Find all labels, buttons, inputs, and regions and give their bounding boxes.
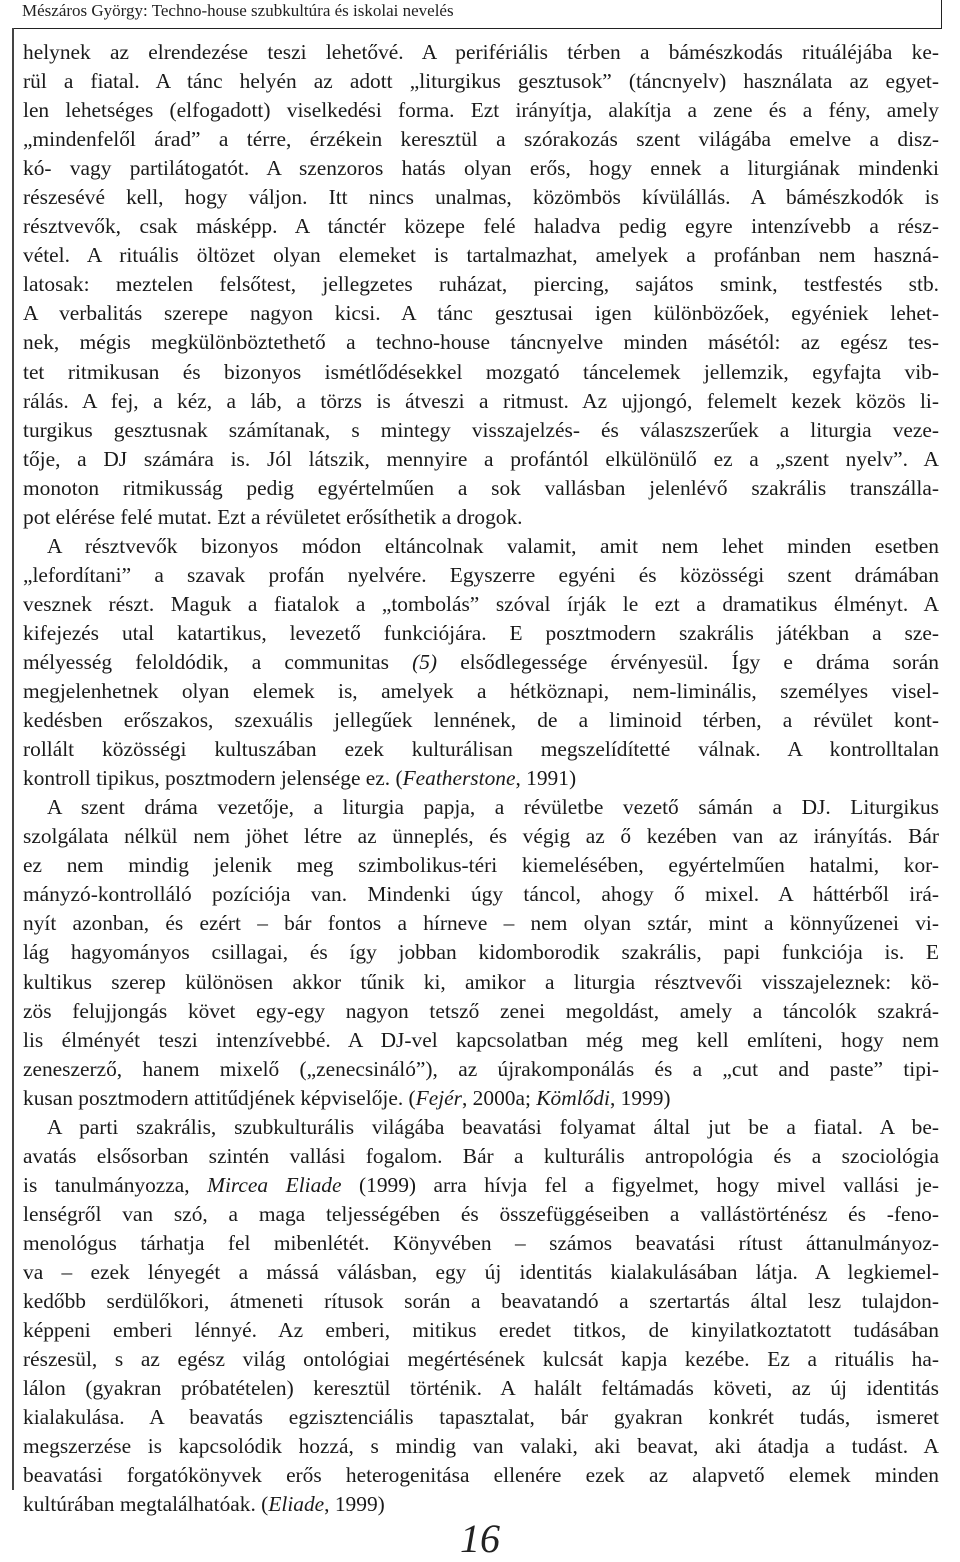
running-header: [12, 0, 942, 29]
text-line: vétel. A rituális öltözet olyan elemeket is tartalmazhat, amelyek a profánban nem haszná-: [23, 243, 939, 268]
text-line: résztvevők, csak másképp. A tánctér közepe felé haladva pedig egyre intenzívebb a rész-: [23, 214, 939, 239]
running-title: Mészáros György: Techno-house szubkultúra és iskolai nevelés: [22, 1, 454, 20]
paragraph: [23, 38, 939, 532]
text-line: „lefordítani” a szavak profán nyelvére. Egyszerre egyéni és közösségi szent drámában: [23, 562, 939, 587]
text-line: rollált közösségi kultuszában ezek kulturálisan megszelídítetté válnak. A kontrolltalan: [23, 737, 939, 762]
text-line: mélyesség feloldódik, a communitas (5) elsődlegessége érvényesül. Így e dráma során: [23, 649, 939, 674]
text-line: is tanulmányozza, Mircea Eliade (1999) arra hívja fel a figyelmet, hogy mivel vallási je-: [23, 1172, 939, 1197]
text-line: kusan posztmodern attitűdjének képviselője. (Fejér, 2000a; Kömlődi, 1999): [23, 1085, 671, 1110]
text-line: részesévé kell, hogy váljon. Itt nincs unalmas, közömbös kívülállás. A bámészkodók is: [23, 185, 939, 210]
text-line: tet ritmikusan és bizonyos ismétlődésekkel mozgató táncelemek jellemzik, egyfajta vib-: [23, 359, 939, 384]
text-line: lág hagyományos csillagai, és így jobban kidomborodik szakrális, papi funkciója is. E: [23, 940, 939, 965]
text-line: vesznek részt. Maguk a fiatalok a „tombolás” szóval írják le ezt a dramatikus élményt. A: [23, 591, 939, 616]
text-line: képpeni emberi lénnyé. Az emberi, mitikus eredet titkos, de kinyilatkoztatott tudásában: [23, 1318, 939, 1343]
text-line: kedőbb serdülőkori, átmeneti rítusok során a beavatandó a szertartás által lesz tulajdon-: [23, 1289, 939, 1314]
text-line: rálás. A fej, a kéz, a láb, a törzs is átveszi a ritmust. Az ujjongó, felemelt kezek közös li-: [23, 388, 939, 413]
text-line: megszerzése is kapcsolódik hozzá, s mindig van valaki, aki beavat, aki átadja a tudást. A: [23, 1434, 939, 1459]
text-line: kedésben erőszakos, szexuális jellegűek lennének, de a liminoid térben, a révület kont-: [23, 708, 939, 733]
text-line: len lehetséges (elfogadott) viselkedési forma. Ezt irányítja, alakítja a zene és a fény, amely: [23, 98, 939, 123]
text-line: A parti szakrális, szubkulturális világába beavatási folyamat által jut be a fiatal. A be-: [47, 1114, 939, 1139]
paragraph: [23, 1113, 939, 1520]
text-line: A szent dráma vezetője, a liturgia papja, a révületbe vezető sámán a DJ. Liturgikus: [47, 795, 939, 820]
header-rule: [941, 0, 943, 28]
text-line: latosak: meztelen felsőtest, jellegzetes ruházat, piercing, sajátos smink, testfestés stb.: [23, 272, 939, 297]
text-line: rül a fiatal. A tánc helyén az adott „liturgikus gesztusok” (táncnyelv) használata az egyet-: [23, 69, 939, 94]
text-line: szolgálata nélkül nem jöhet létre az ünneplés, és végig az ő kezében van az irányítás. Bár: [23, 824, 939, 849]
text-line: menológus tárhatja fel mibenlétét. Könyvében – számos beavatási rítust áttanulmányoz-: [23, 1230, 939, 1255]
text-line: monoton ritmikusság pedig egyértelműen a sok vallásban jelenlévő szakrális transzálla-: [23, 475, 939, 500]
text-line: megjelenhetnek olyan elemek is, amelyek a hétköznapi, nem-liminális, személyes visel-: [23, 679, 939, 704]
page-number: 16: [460, 1516, 500, 1561]
body-text: [23, 38, 939, 1519]
left-margin-rule: [12, 28, 14, 1490]
text-line: kontroll tipikus, posztmodern jelensége ez. (Featherstone, 1991): [23, 766, 577, 791]
text-line: kifejezés utal katartikus, levezető funkciójára. E posztmodern szakrális játékban a sze-: [23, 620, 939, 645]
text-line: mányzó-kontrolláló pozíciója van. Mindenki úgy táncol, ahogy ő mixel. A háttérből irá-: [23, 882, 939, 907]
text-line: tője, a DJ számára is. Jól látszik, mennyire a profántól elkülönülő ez a „szent nyelv”. A: [23, 446, 939, 471]
text-line: lenségről van szó, a maga teljességében és összefüggéseiben a vallástörténész és -feno-: [23, 1201, 939, 1226]
text-line: kultúrában megtalálhatóak. (Eliade, 1999): [23, 1492, 385, 1517]
text-line: kialakulása. A beavatás egzisztenciális tapasztalat, bár gyakran konkrét tudás, ismeret: [23, 1405, 939, 1430]
text-line: beavatási forgatókönyvek erős heterogenitása ellenére ezek az alapvető elemek minden: [23, 1463, 939, 1488]
text-line: zeneszerző, hanem mixelő („zenecsináló”), az újrakomponálás és a „cut and paste” tipi-: [23, 1056, 939, 1081]
text-line: A verbalitás szerepe nagyon kicsi. A tánc gesztusai igen különbözőek, egyéniek lehet-: [23, 301, 939, 326]
text-line: helynek az elrendezése teszi lehetővé. A perifériális térben a bámészkodás rituáléjába ke-: [23, 40, 939, 64]
text-line: turgikus gesztusnak számítanak, s mintegy visszajelzés- és válaszszerűek a liturgia veze-: [23, 417, 939, 442]
text-line: kultikus szerep különösen akkor tűnik ki, amikor a liturgia résztvevői visszajeleznek: kö-: [23, 969, 939, 994]
text-line: nyít azonban, és ezért – bár fontos a hírneve – nem olyan sztár, mint a könnyűzenei vi-: [23, 911, 939, 936]
paragraph: [23, 532, 939, 793]
text-line: ez nem mindig jelenik meg szimbolikus-téri kiemelésében, egyértelműen hatalmi, kor-: [23, 853, 939, 878]
text-line: va – ezek lényegét a mássá válásban, egy új identitás kialakulásában látja. A legkiemel-: [23, 1259, 939, 1284]
text-line: lálon (gyakran próbatételen) keresztül történik. A halált feltámadás követi, az új identitás: [23, 1376, 939, 1401]
text-line: kó- vagy partilátogatót. A szenzoros hatás olyan erős, hogy ennek a liturgiának mindenki: [23, 156, 939, 181]
text-line: zös felujjongás követ egy-egy nagyon tetsző zenei megoldást, amely a táncolók szakrá-: [23, 998, 939, 1023]
text-line: nek, mégis megkülönböztethető a techno-house táncnyelve minden másétól: az egész tes-: [23, 330, 939, 355]
text-line: A résztvevők bizonyos módon eltáncolnak valamit, amit nem lehet minden esetben: [47, 533, 939, 558]
text-line: „mindenfelől árad” a térre, érzékein keresztül a szórakozás szent világába emelve a disz-: [23, 127, 939, 152]
text-line: részesül, s az egész világ ontológiai megértésének kulcsát kapja kezébe. Ez a rituális ha-: [23, 1347, 939, 1372]
text-line: pot elérése felé mutat. Ezt a révületet erősíthetik a drogok.: [23, 504, 523, 529]
paragraph: [23, 793, 939, 1113]
text-line: lis élményét teszi intenzívebbé. A DJ-vel kapcsolatban még meg kell említeni, hogy nem: [23, 1027, 939, 1052]
text-line: avatás elsősorban szintén vallási fogalom. Bár a kulturális antropológia és a szociológia: [23, 1143, 939, 1168]
